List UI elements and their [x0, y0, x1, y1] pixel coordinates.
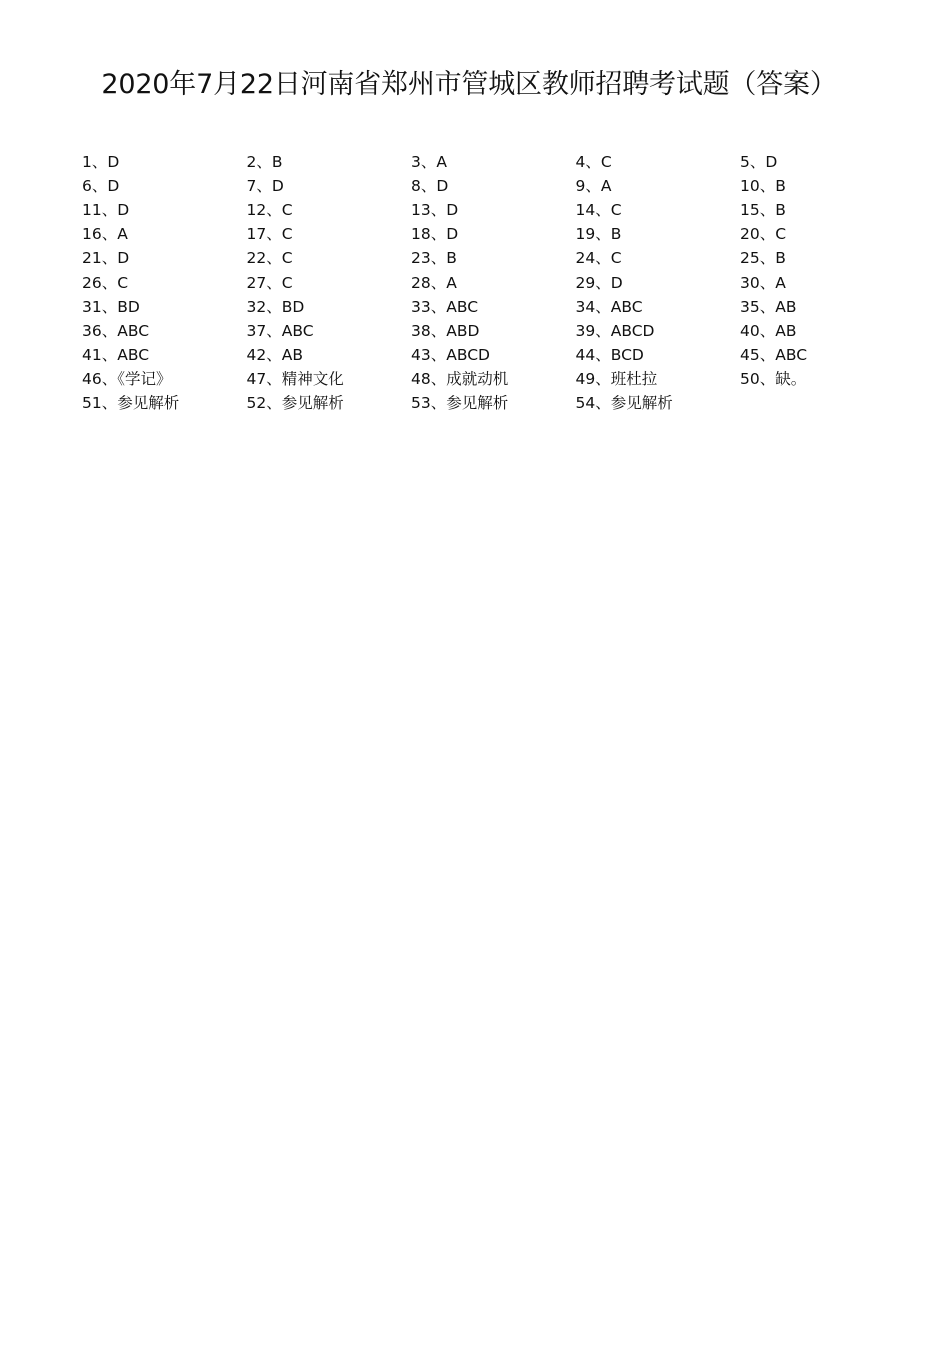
answer-item: 2、B — [246, 153, 283, 172]
answer-item: 19、B — [575, 225, 622, 244]
answer-item: 21、D — [82, 249, 130, 268]
answer-item: 46、《学记》 — [82, 369, 172, 388]
answer-row — [82, 270, 922, 294]
answer-item: 28、A — [411, 273, 457, 292]
answer-item: 22、C — [246, 249, 293, 268]
answer-key-grid — [82, 150, 922, 415]
answer-item: 13、D — [411, 201, 459, 220]
answer-item: 37、ABC — [246, 321, 314, 340]
answer-item: 6、D — [82, 177, 120, 196]
answer-item: 16、A — [82, 225, 128, 244]
answer-row — [82, 343, 922, 367]
answer-row — [82, 246, 922, 270]
answer-item: 26、C — [82, 273, 129, 292]
answer-item: 20、C — [740, 225, 787, 244]
answer-item: 41、ABC — [82, 345, 150, 364]
answer-item: 18、D — [411, 225, 459, 244]
answer-item: 50、缺。 — [740, 369, 807, 388]
answer-row — [82, 222, 922, 246]
answer-item: 36、ABC — [82, 321, 150, 340]
answer-item: 44、BCD — [575, 345, 644, 364]
answer-item: 25、B — [740, 249, 786, 268]
answer-item: 9、A — [575, 177, 612, 196]
answer-row — [82, 198, 922, 222]
answer-item: 11、D — [82, 201, 130, 220]
document-title: 2020年7月22日河南省郑州市管城区教师招聘考试题（答案） — [101, 69, 837, 100]
answer-item: 34、ABC — [575, 297, 643, 316]
answer-item: 45、ABC — [740, 345, 808, 364]
answer-item: 10、B — [740, 177, 786, 196]
answer-item: 51、参见解析 — [82, 393, 180, 412]
answer-row — [82, 295, 922, 319]
answer-item: 52、参见解析 — [246, 393, 344, 412]
answer-item: 4、C — [575, 153, 612, 172]
answer-item: 49、班杜拉 — [575, 369, 658, 388]
answer-item: 39、ABCD — [575, 321, 655, 340]
answer-item: 7、D — [246, 177, 284, 196]
answer-item: 35、AB — [740, 297, 797, 316]
answer-row — [82, 367, 922, 391]
answer-item: 29、D — [575, 273, 623, 292]
answer-row — [82, 391, 922, 415]
answer-item: 54、参见解析 — [575, 393, 673, 412]
answer-item: 43、ABCD — [411, 345, 490, 364]
answer-item: 31、BD — [82, 297, 140, 316]
answer-item: 42、AB — [246, 345, 303, 364]
answer-item: 27、C — [246, 273, 293, 292]
answer-item: 5、D — [740, 153, 778, 172]
answer-item: 48、成就动机 — [411, 369, 509, 388]
answer-item: 23、B — [411, 249, 457, 268]
answer-item: 33、ABC — [411, 297, 479, 316]
answer-row — [82, 319, 922, 343]
answer-item: 1、D — [82, 153, 120, 172]
answer-item: 30、A — [740, 273, 786, 292]
answer-item: 15、B — [740, 201, 786, 220]
answer-item: 12、C — [246, 201, 293, 220]
answer-item: 8、D — [411, 177, 449, 196]
answer-item: 17、C — [246, 225, 293, 244]
answer-item: 53、参见解析 — [411, 393, 509, 412]
answer-item: 38、ABD — [411, 321, 480, 340]
answer-row — [82, 174, 922, 198]
answer-item: 24、C — [575, 249, 622, 268]
answer-item: 32、BD — [246, 297, 305, 316]
answer-row — [82, 150, 922, 174]
answer-item: 47、精神文化 — [246, 369, 344, 388]
answer-item: 14、C — [575, 201, 622, 220]
answer-item: 40、AB — [740, 321, 797, 340]
answer-item: 3、A — [411, 153, 447, 172]
